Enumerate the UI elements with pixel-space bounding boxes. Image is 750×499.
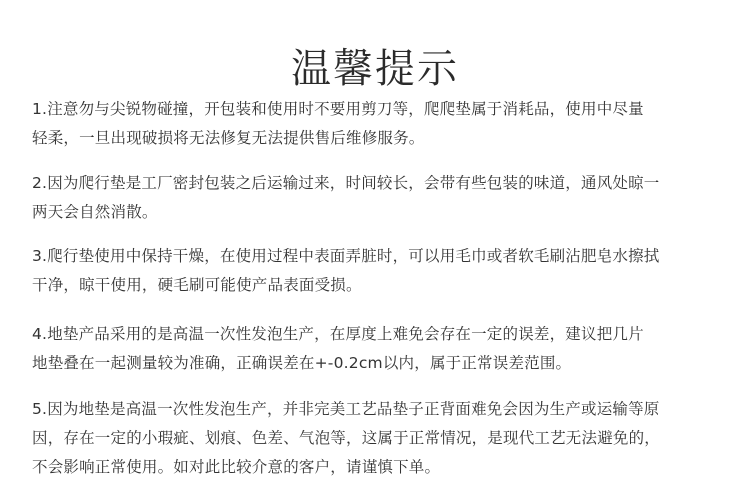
notice-line: 5.因为地垫是高温一次性发泡生产，并非完美工艺品垫子正背面难免会因为生产或运输等原 (32, 400, 660, 418)
notice-line: 3.爬行垫使用中保持干燥，在使用过程中表面弄脏时，可以用毛巾或者软毛刷沾肥皂水擦拭 (32, 247, 660, 265)
notice-line: 轻柔，一旦出现破损将无法修复无法提供售后维修服务。 (32, 129, 425, 147)
notice-line: 干净，晾干使用，硬毛刷可能使产品表面受损。 (32, 276, 362, 294)
notice-item-4 (32, 320, 722, 378)
notice-line: 1.注意勿与尖锐物碰撞，开包装和使用时不要用剪刀等，爬爬垫属于消耗品，使用中尽量 (32, 100, 644, 118)
notice-item-3 (32, 242, 722, 300)
notice-item-1 (32, 95, 722, 153)
notice-item-2 (32, 169, 722, 227)
notice-line: 地垫叠在一起测量较为准确，正确误差在+-0.2cm以内，属于正常误差范围。 (32, 354, 572, 372)
notice-line: 2.因为爬行垫是工厂密封包装之后运输过来，时间较长，会带有些包装的味道，通风处晾一 (32, 174, 660, 192)
notice-item-5 (32, 395, 722, 482)
notice-line: 两天会自然消散。 (32, 203, 158, 221)
notice-line: 4.地垫产品采用的是高温一次性发泡生产，在厚度上难免会存在一定的误差，建议把几片 (32, 325, 644, 343)
page-title: 温馨提示 (291, 45, 459, 92)
notice-line: 不会影响正常使用。如对此比较介意的客户，请谨慎下单。 (32, 458, 441, 476)
notice-line: 因，存在一定的小瑕疵、划痕、色差、气泡等，这属于正常情况，是现代工艺无法避免的， (32, 429, 661, 447)
